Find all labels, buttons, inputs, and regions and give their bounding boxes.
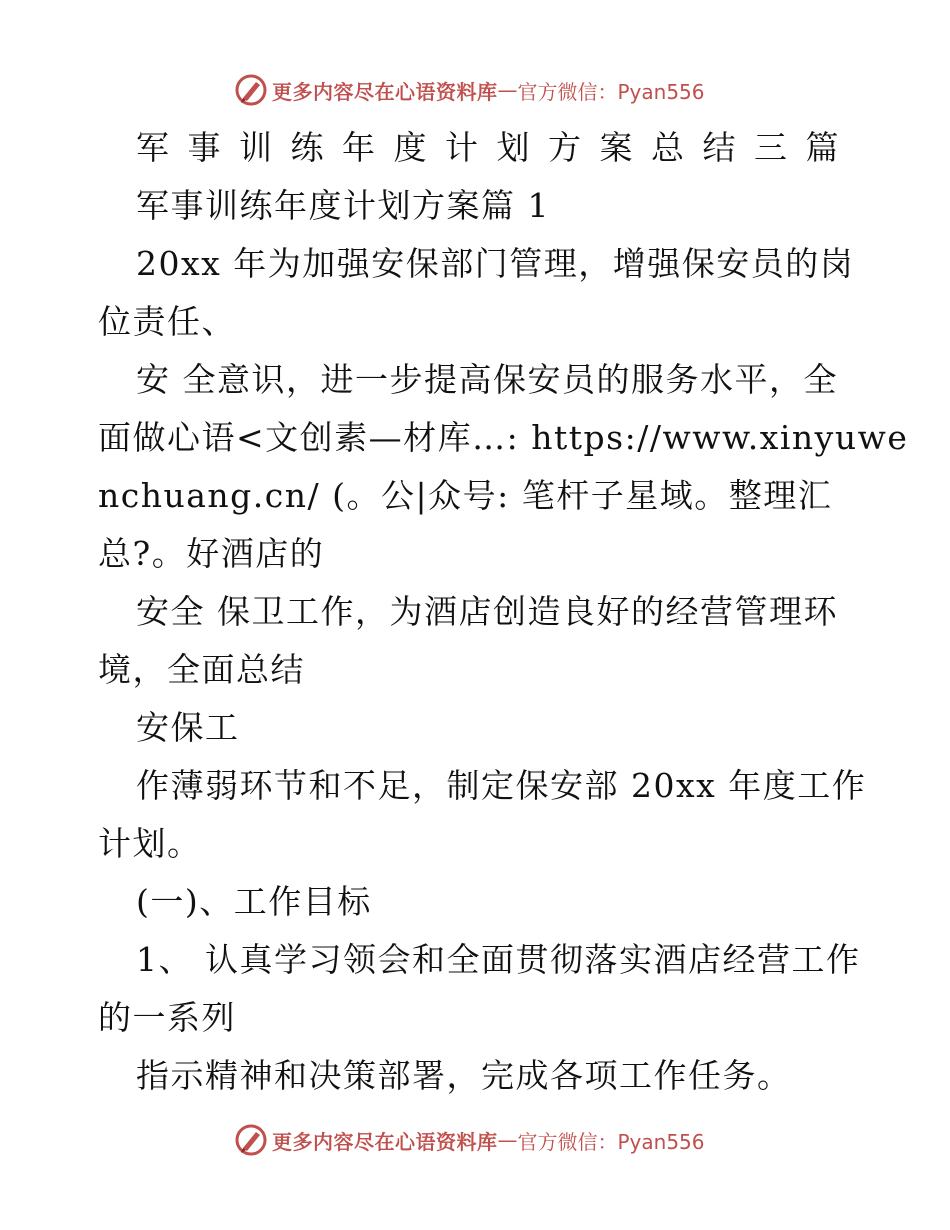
body-line-8: 境，全面总结 — [98, 650, 305, 689]
watermark-dash: — — [497, 78, 518, 102]
body-line-7: 安全 保卫工作，为酒店创造良好的经营管理环 — [136, 592, 838, 631]
body-line-13: 1、 认真学习领会和全面贯彻落实酒店经营工作 — [136, 940, 861, 979]
watermark-text: 更多内容尽在心语资料库 — [272, 79, 498, 104]
body-line-3: 安 全意识，进一步提高保安员的服务水平，全 — [136, 360, 838, 399]
body-line-5: nchuang.cn/ (。公|众号: 笔杆子星域。整理汇 — [98, 476, 833, 515]
watermark-dash: — — [497, 1128, 518, 1152]
body-line-11: 计划。 — [98, 824, 202, 863]
body-line-4: 面做心语<文创素—材库…: https://www.xinyuwe — [98, 418, 909, 457]
document-title: 军事训练年度计划方案总结三篇 — [136, 128, 857, 167]
section-heading: (一)、工作目标 — [136, 882, 372, 921]
body-line-6: 总?。好酒店的 — [98, 534, 325, 573]
header-watermark — [234, 72, 705, 108]
body-line-1: 20xx 年为加强安保部门管理，增强保安员的岗 — [136, 244, 855, 283]
watermark-wechat: 官方微信：Pyan556 — [517, 79, 705, 104]
pen-logo-icon — [234, 73, 268, 107]
document-subtitle: 军事训练年度计划方案篇 1 — [136, 186, 550, 225]
body-line-14: 的一系列 — [98, 998, 236, 1037]
body-line-2: 位责任、 — [98, 302, 236, 341]
footer-watermark — [234, 1122, 705, 1158]
body-line-9: 安保工 — [136, 708, 240, 747]
pen-logo-icon — [234, 1123, 268, 1157]
watermark-wechat: 官方微信：Pyan556 — [517, 1129, 705, 1154]
watermark-text: 更多内容尽在心语资料库 — [272, 1129, 498, 1154]
body-line-15: 指示精神和决策部署，完成各项工作任务。 — [136, 1056, 792, 1095]
body-line-10: 作薄弱环节和不足，制定保安部 20xx 年度工作 — [136, 766, 867, 805]
